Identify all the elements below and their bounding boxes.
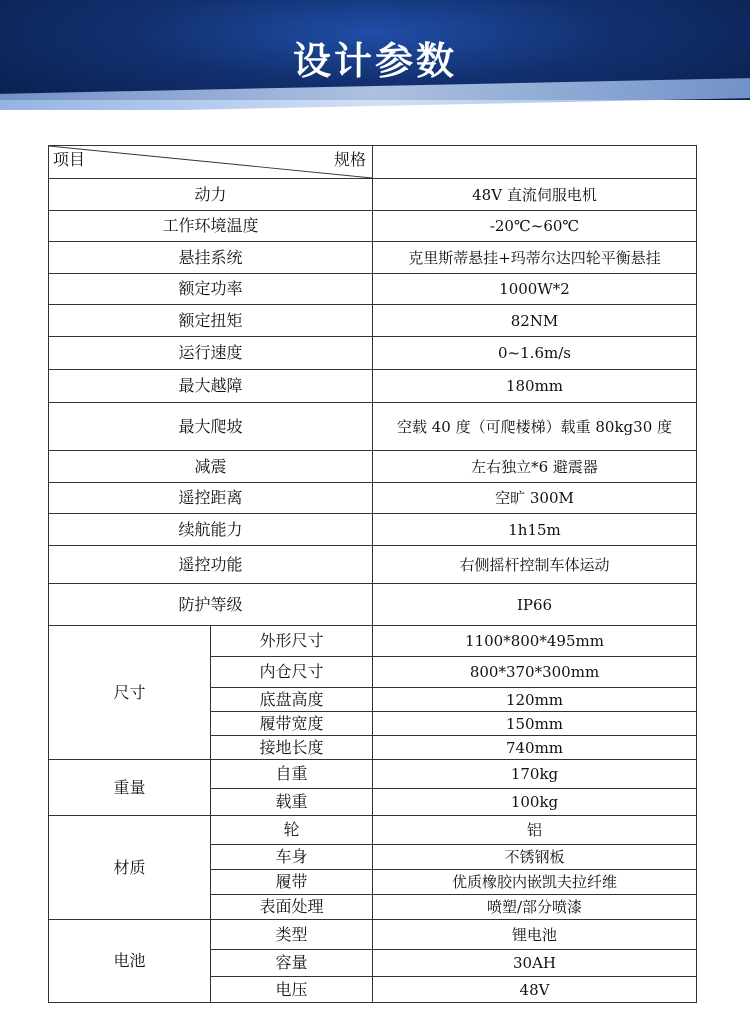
row-label: 最大越障 — [49, 370, 373, 403]
sub-value: 800*370*300mm — [373, 657, 697, 688]
table-row — [49, 305, 697, 337]
group-label-battery: 电池 — [49, 920, 211, 1003]
table-header-row — [49, 146, 697, 179]
sub-value: 优质橡胶内嵌凯夫拉纤维 — [373, 870, 697, 895]
sub-value: 锂电池 — [373, 920, 697, 950]
row-label: 防护等级 — [49, 584, 373, 626]
header-spec-label: 规格 — [333, 150, 366, 169]
row-label: 悬挂系统 — [49, 242, 373, 274]
table-row — [49, 546, 697, 584]
sub-label: 内仓尺寸 — [211, 657, 373, 688]
sub-value: 170kg — [373, 760, 697, 789]
sub-value: 120mm — [373, 688, 697, 712]
sub-value: 1100*800*495mm — [373, 626, 697, 657]
sub-label: 车身 — [211, 845, 373, 870]
row-value: 空旷 300M — [373, 483, 697, 514]
table-row — [49, 584, 697, 626]
group-label-material: 材质 — [49, 816, 211, 920]
row-value: 48V 直流伺服电机 — [373, 179, 697, 211]
diagonal-line-icon — [49, 146, 372, 178]
page-title: 设计参数 — [292, 39, 457, 83]
table-row — [49, 211, 697, 242]
row-value: 克里斯蒂悬挂+玛蒂尔达四轮平衡悬挂 — [373, 242, 697, 274]
table-row — [49, 403, 697, 451]
row-value: 空载 40 度（可爬楼梯）载重 80kg30 度 — [373, 403, 697, 451]
sub-label: 轮 — [211, 816, 373, 845]
table-row — [49, 370, 697, 403]
table-row — [49, 626, 697, 657]
sub-label: 容量 — [211, 950, 373, 977]
sub-label: 底盘高度 — [211, 688, 373, 712]
table-row — [49, 242, 697, 274]
table-row — [49, 274, 697, 305]
sub-label: 履带 — [211, 870, 373, 895]
row-value: 180mm — [373, 370, 697, 403]
sub-value: 不锈钢板 — [373, 845, 697, 870]
row-value: 82NM — [373, 305, 697, 337]
row-value: IP66 — [373, 584, 697, 626]
table-row — [49, 179, 697, 211]
sub-label: 接地长度 — [211, 736, 373, 760]
table-row — [49, 760, 697, 789]
sub-label: 载重 — [211, 789, 373, 816]
sub-label: 表面处理 — [211, 895, 373, 920]
group-label-weight: 重量 — [49, 760, 211, 816]
row-value: 右侧摇杆控制车体运动 — [373, 546, 697, 584]
table-row — [49, 920, 697, 950]
sub-label: 电压 — [211, 977, 373, 1003]
row-value: 左右独立*6 避震器 — [373, 451, 697, 483]
row-label: 最大爬坡 — [49, 403, 373, 451]
group-label-size: 尺寸 — [49, 626, 211, 760]
sub-label: 自重 — [211, 760, 373, 789]
row-value: 0~1.6m/s — [373, 337, 697, 370]
sub-value: 100kg — [373, 789, 697, 816]
banner-bottom-strip — [0, 100, 750, 110]
row-label: 运行速度 — [49, 337, 373, 370]
sub-value: 48V — [373, 977, 697, 1003]
row-value: 1000W*2 — [373, 274, 697, 305]
header-banner — [0, 0, 750, 110]
sub-value: 150mm — [373, 712, 697, 736]
row-value: 1h15m — [373, 514, 697, 546]
table-row — [49, 337, 697, 370]
row-label: 遥控功能 — [49, 546, 373, 584]
row-label: 额定扭矩 — [49, 305, 373, 337]
sub-value: 30AH — [373, 950, 697, 977]
row-label: 动力 — [49, 179, 373, 211]
header-empty-cell — [373, 146, 697, 179]
row-value: -20℃~60℃ — [373, 211, 697, 242]
table-row — [49, 483, 697, 514]
spec-table — [48, 145, 697, 1003]
row-label: 工作环境温度 — [49, 211, 373, 242]
table-row — [49, 451, 697, 483]
sub-label: 类型 — [211, 920, 373, 950]
row-label: 续航能力 — [49, 514, 373, 546]
sub-label: 履带宽度 — [211, 712, 373, 736]
sub-value: 740mm — [373, 736, 697, 760]
table-row — [49, 514, 697, 546]
row-label: 额定功率 — [49, 274, 373, 305]
row-label: 遥控距离 — [49, 483, 373, 514]
row-label: 减震 — [49, 451, 373, 483]
sub-value: 铝 — [373, 816, 697, 845]
header-item-label: 项目 — [53, 150, 86, 169]
table-row — [49, 816, 697, 845]
header-diagonal-cell — [49, 146, 373, 179]
sub-label: 外形尺寸 — [211, 626, 373, 657]
sub-value: 喷塑/部分喷漆 — [373, 895, 697, 920]
